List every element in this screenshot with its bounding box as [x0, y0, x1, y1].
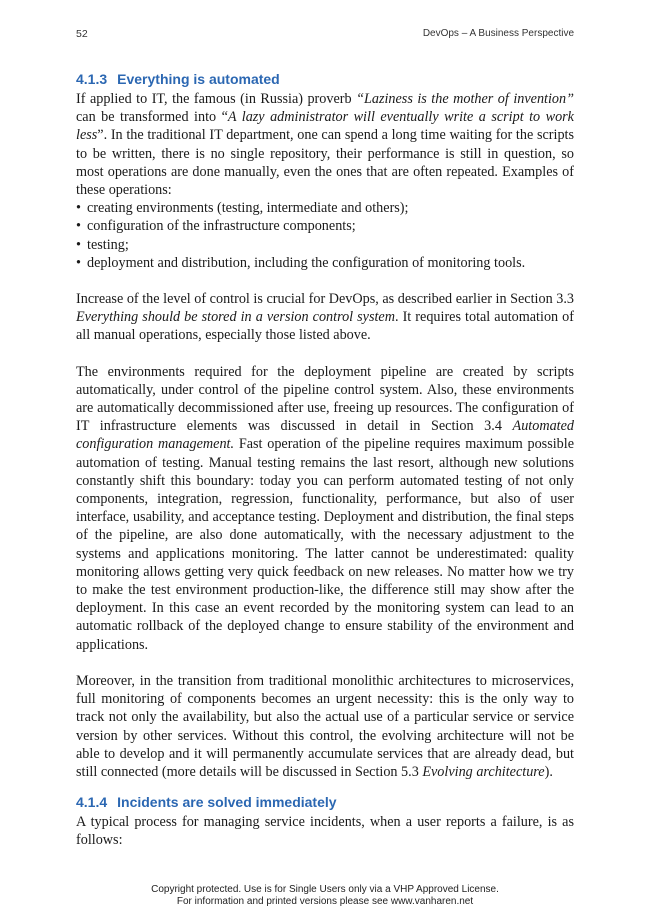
- section-reference: Evolving architecture: [422, 763, 545, 780]
- text-run: Fast operation of the pipeline requires maximum possible automation of testing. Manual testing remains the last resort, although new solutions constantly shift this boundary: today you can perform automated testing of not only components, integration, regression, functionality, performance, but also of user interface, usability, and acceptance testing. Deployment and distribution, the final steps of the pipeline, are also done automatically, with the necessary adjustment to the systems and applications monitoring. The latter cannot be underestimated: quality monitoring allows getting very quick feedback on new releases. No matter how we try to make the test environment production-like, the difference still may show after the deployment. In this case an event recorded by the monitoring system can lead to an automatic rollback of the deployed change to ensure stability of the environment and applications.: [76, 436, 574, 653]
- paragraph: [76, 290, 574, 345]
- copyright-footer: [0, 884, 650, 908]
- section-reference: Automated configuration management.: [76, 418, 574, 453]
- footer-line: Copyright protected. Use is for Single Users only via a VHP Approved License.: [151, 884, 499, 895]
- page-content: [76, 68, 574, 850]
- section-title: Incidents are solved immediately: [117, 794, 337, 811]
- paragraph: A typical process for managing service incidents, when a user reports a failure, is as follows:: [76, 814, 574, 849]
- text-run: Moreover, in the transition from traditional monolithic architectures to microservices, full monitoring of components becomes an urgent necessity: this is the only way to track not only the availability, but also the actual use of a particular service or service version by other services. Without this control, the evolving architecture will not be able to develop and it will permanently accumulate services that are already dead, but still connected (more details will be discussed in Section 5.3: [76, 672, 574, 780]
- page-number: 52: [76, 28, 88, 40]
- text-run: ).: [544, 763, 553, 780]
- paragraph: [76, 90, 574, 199]
- text-run: Increase of the level of control is crucial for DevOps, as described earlier in Section 3.3: [76, 291, 574, 308]
- running-header: DevOps – A Business Perspective: [422, 28, 574, 39]
- paragraph: [76, 363, 574, 654]
- text-run: ”. In the traditional IT department, one can spend a long time waiting for the scripts to be written, there is no single repository, their performance is still in question, so most operations are done manually, even the ones that are often repeated. Examples of these operations:: [76, 127, 574, 199]
- section-heading-4-1-4: [76, 791, 574, 813]
- quote: “Laziness is the mother of invention”: [356, 91, 575, 107]
- list-item: • deployment and distribution, including the configuration of monitoring tools.: [76, 254, 574, 272]
- section-title: Everything is automated: [117, 71, 280, 87]
- quote: A lazy administrator will eventually write a script to work less: [76, 109, 574, 144]
- text-run: If applied to IT, the famous (in Russia) proverb: [76, 91, 357, 107]
- section-reference: Everything should be stored in a version control system: [76, 309, 395, 326]
- footer-line: For information and printed versions please see www.vanharen.net: [176, 896, 474, 907]
- list-item: • configuration of the infrastructure components;: [76, 217, 574, 235]
- paragraph: [76, 672, 574, 781]
- bullet-list: [76, 199, 574, 272]
- section-number: 4.1.3: [76, 71, 108, 87]
- text-run: The environments required for the deployment pipeline are created by scripts automatically, under control of the pipeline control system. Also, these environments are automatically decommissioned after use, freeing up resources. The configuration of IT infrastructure elements was discussed in detail in Section 3.4: [76, 363, 574, 435]
- list-item: • creating environments (testing, intermediate and others);: [76, 199, 574, 217]
- section-heading-4-1-3: [76, 68, 574, 90]
- text-run: . It requires total automation of all manual operations, especially those listed above.: [76, 309, 574, 344]
- section-number: 4.1.4: [76, 794, 108, 811]
- text-run: can be transformed into “: [76, 109, 228, 126]
- list-item: • testing;: [76, 236, 574, 254]
